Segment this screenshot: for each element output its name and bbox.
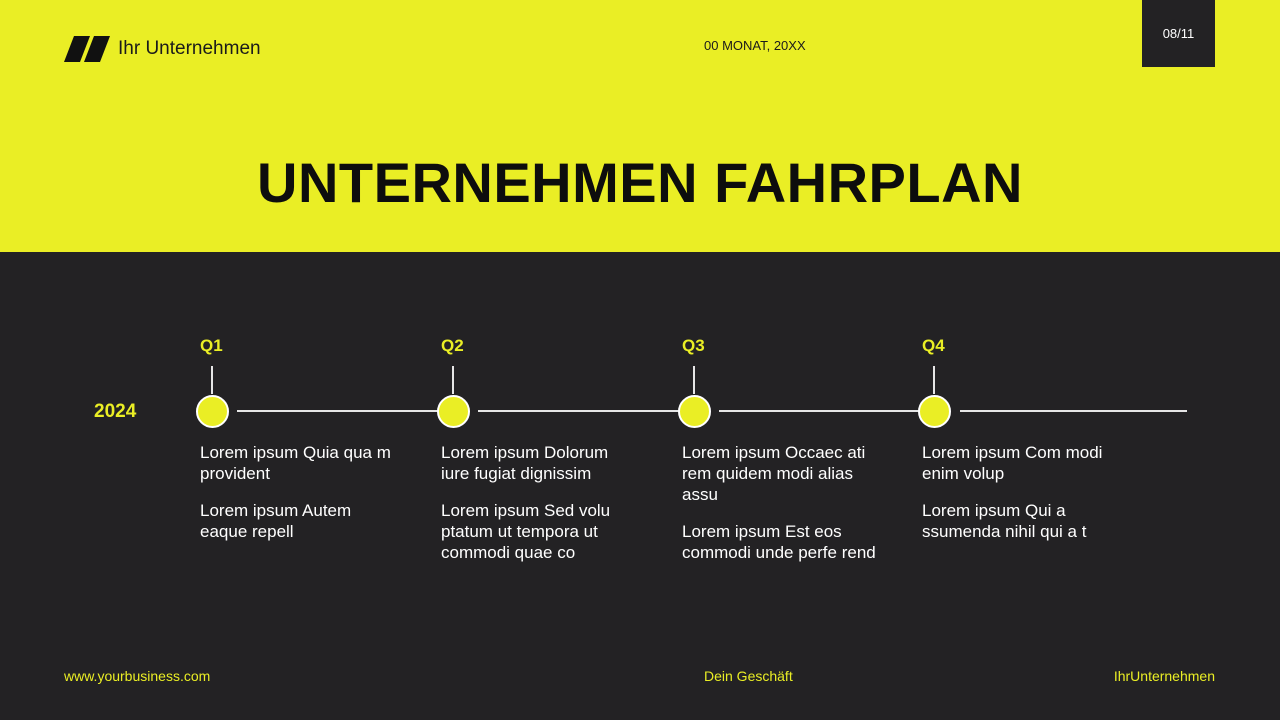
- footer-company-handle: IhrUnternehmen: [1113, 668, 1215, 684]
- quarter-q1: [200, 336, 420, 541]
- quarter-stem: [693, 366, 695, 394]
- timeline-dot: [437, 395, 470, 428]
- logo-text: Ihr Unternehmen: [118, 38, 261, 59]
- page-title: UNTERNEHMEN FAHRPLAN: [257, 151, 1023, 214]
- header-band: [0, 0, 1280, 252]
- quarter-item: Lorem ipsum Occaec ati rem quidem modi alias assu: [682, 443, 866, 504]
- quarter-label: Q1: [200, 336, 223, 355]
- footer-center-text: Dein Geschäft: [704, 668, 793, 684]
- quarter-q3: [682, 336, 902, 562]
- quarter-label: Q4: [922, 336, 945, 355]
- company-logo: [64, 36, 261, 62]
- quarter-text: [441, 442, 641, 579]
- quarter-item: Lorem ipsum Sed volu ptatum ut tempora ut commodi quae co: [441, 501, 611, 562]
- page-number: 08/11: [1142, 0, 1215, 67]
- quarter-stem: [933, 366, 935, 394]
- quarter-item: Lorem ipsum Com modi enim volup: [922, 443, 1103, 483]
- quarter-label: Q3: [682, 336, 705, 355]
- timeline-dot: [918, 395, 951, 428]
- quarter-q4: [922, 336, 1142, 541]
- quarter-text: [682, 442, 882, 579]
- quarter-stem: [452, 366, 454, 394]
- timeline-segment: [237, 410, 438, 412]
- timeline-dot: [678, 395, 711, 428]
- quarter-item: Lorem ipsum Qui a ssumenda nihil qui a t: [922, 501, 1087, 541]
- quarter-item: Lorem ipsum Dolorum iure fugiat dignissim: [441, 443, 609, 483]
- timeline-year: 2024: [94, 401, 137, 422]
- quarter-item: Lorem ipsum Quia qua m provident: [200, 443, 391, 483]
- logo-slashes-icon: [64, 36, 110, 62]
- quarter-stem: [211, 366, 213, 394]
- quarter-item: Lorem ipsum Autem eaque repell: [200, 501, 352, 541]
- timeline-segment: [478, 410, 679, 412]
- timeline-segment: [960, 410, 1187, 412]
- quarter-text: [200, 442, 400, 558]
- quarter-item: Lorem ipsum Est eos commodi unde perfe rend: [682, 522, 876, 562]
- timeline-segment: [719, 410, 920, 412]
- footer-website-link[interactable]: www.yourbusiness.com: [64, 668, 211, 684]
- timeline-dot: [196, 395, 229, 428]
- quarter-q2: [441, 336, 661, 562]
- date-label: 00 MONAT, 20XX: [704, 38, 806, 53]
- quarter-text: [922, 442, 1122, 558]
- quarter-label: Q2: [441, 336, 464, 355]
